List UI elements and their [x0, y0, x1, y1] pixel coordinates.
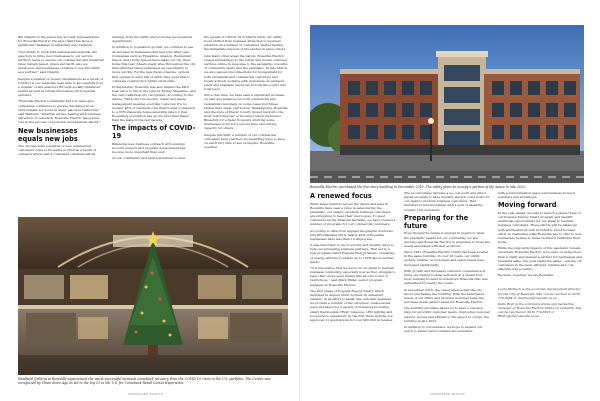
paragraph: As our community and nation mobilized to slow [112, 156, 186, 161]
mall-photo [18, 217, 288, 375]
left-column-2 [112, 35, 196, 215]
building-photo [310, 25, 584, 183]
paragraph: Even though the future is unclear in regard to what the pandemic means for our community, we are growing and Roseville Electric is preparing to meet the needs associated with that evolution. [404, 231, 490, 248]
author-bio: Delia Bryn is the communications and marketing manager at Roseville Electric Utility on LinkedIn. She can be reached at (916) 774-5625 or RVProject@roseville.ca.us. [498, 302, 582, 319]
paragraph: Despite this shift, a number of our commercial customers have reached out regarding ways to save on electricity bills to see us inspire, Roseville, together. [204, 132, 285, 150]
paragraph: the spread of COVID-19 in March 2020, our utility focus shifted from business attraction to business retention as a number of customers started feeling the immediate impacts of the shelter in place orders. [204, 35, 287, 52]
paragraph: In the year ahead, we plan to launch a phase three of our Pospera Energy Smart program and identify additional opportunities for our small to medium business customers. These efforts will be balanced with anticipated growth in industry and a focused effort on marketing what Roseville has to offer to new businesses looking to make Northern California their home. [498, 210, 582, 244]
paragraph: The building purchase allows us to have a one-stop shop for all utility customer needs, improving customer service, access and efficiency. We expect to occupy the building in late 2022. [404, 306, 490, 323]
right-column-3 [498, 191, 584, 376]
footer-label: SPONSORED PROFILE [128, 392, 164, 396]
paragraph: Since that time, we have seen a significant increase on past due balances for both commercial and residential customers, in some cases four times higher than usual. Just before Thanksgiving, Roseville and the state of Placer County moved back into the most restrictive tier of Governor Gavin Newsom's Blueprint for a Safer Economy, shutting some businesses down for a second time and cutting capacity for others. [204, 93, 288, 131]
paragraph: In December 2019, the owner approached the city about purchasing the building. With the anticipated needs of our utility and growing customer base, the purchase made perfect sense for Roseville Electric. [404, 287, 485, 304]
right-column-1 [310, 191, 396, 376]
mall-photo-graphic [18, 217, 288, 375]
paragraph: "Our ability to work with national and regional site selectors to bring new businesses to our service territory helps to ensure our commercial and industrial rates remain based, green and tariff, also we developed, and businesses continue to see the utility as a partner," said Chaplin. [18, 49, 104, 75]
paragraph: Because, together, we are Roseville. [498, 273, 555, 278]
page-gutter [299, 0, 300, 401]
footer-label: SPONSORED PROFILE [430, 392, 466, 396]
paragraph: with a demonstration space and business-focused webinars and workshops. [498, 191, 575, 200]
photo-caption: Roseville Electric purchased the five-story building in December 2019. The utility plans to occupy a portion of the space in late 2022. [310, 185, 527, 189]
left-column-3 [204, 35, 288, 215]
author-bio: Laura Mattuch is the economic development director for the City of Roseville. She can be reached at (916) 774-5264 or lmattuch@roseville.ca.us. [498, 287, 581, 300]
paragraph: Like many other areas the nation, Roseville Electric closed all buildings to the public and moved customer services online in response to the escalating concerns of community safety and the pandemic. In late March, we also paused disconnections for nonpayment for both residential and commercial customers and began actively working with customers on payment plans and available resources at both the county and local level. [204, 53, 288, 91]
paragraph: The second phase includes a no-cost audit and direct install program to have monthly electric costs down for our small to medium business customers. That launched in mid-November with a goal of assisting roughly 100 customers. [404, 191, 490, 212]
paragraph: Bill Chaplin is the senior key account representative for Roseville Electric. He says California faces a significant challenge in attracting new business. [18, 35, 100, 48]
building-photo-graphic [310, 25, 584, 183]
paragraph: In addition to convenience, we hope to expand our reach to better serve commercial customers [404, 324, 483, 334]
section-heading: New businesses equals new jobs [18, 126, 78, 143]
paragraph: The city has seen a number of new commercial customers come to Roseville in 2020 as a result of outreach efforts and a consistent communications [18, 144, 96, 157]
paragraph: "Roseville Electric's reliability and low rates give companies confidence to pursue innovation in an environment not found in many places in California," said Mattuch. "Whether we are dealing with business attraction or retention, Roseville Electric plays a key role in the success of economic development efforts." [18, 99, 101, 125]
paragraph: While the long-term impacts of this pandemic remain uncertain, Roseville Electric is focused on being more than a utility and instead a partner for businesses and residents alike. Our goal starts the same – serving our customers in the most efficient, reliable and cost-effective way possible. [498, 246, 583, 272]
paragraph: Since 1997, Roseville Electric Utility has been located in the same building. In over 20 years, our utility system, number of customers and space needs have increased significantly. [404, 250, 488, 267]
paragraph: With growth and increased customer convenience in mind, we started looking seriously at a vacant four-story building located in downtown Roseville that was earmarked for nearly five years. [404, 268, 488, 286]
paragraph: The first phase of Pospera Energy Smart, which launched in August 2020, focused on enhanced rebates. In an effort to assist this customer segment, we provide a number of the outcomes, rebate levels were increased for a variety of measures including smart thermostats, HVAC tune-ups, LED lighting and food-service equipment. In the first three months, we approved 21 applications for over $82,000 in rebates. [310, 288, 394, 322]
paragraph: Despite a number of recent cancellations as a result of COVID-19, our team has been able to successfully host a number of site selectors through socially-distanced events as well as virtual discussions with regional partners. [18, 76, 103, 98]
paragraph: It was important to dig in quickly and identify ways to help our struggling business partners. That led to a new program called Pospera Energy Smart, consisting of energy efficiency rebates up to 100% above normal levels. [310, 243, 395, 264]
paragraph: "It is imperative that we focus on our small to medium business community, especially now as they struggle to keep their doors open during this second round of restrictions," said Mark Miller, senior program manager at Roseville Electric. [310, 265, 396, 287]
section-heading: The impacts of COVID-19 [112, 124, 196, 141]
right-column-2 [404, 191, 490, 376]
section-heading: Preparing for the future [404, 213, 469, 230]
paragraph: While large retailers across the nation and here in Roseville have seen a jump in sales during the pandemic, our small to medium business customers are struggling to keep their doors open. To meet customers facing financial hardship, we have created a number of programs for our commercial customers. [310, 201, 396, 227]
paragraph: In September, Roseville was also ranked the 49th best place to live in the USA by Money Magazine, and the only California city recognized. According to the article, "With city-run electric, water and waste management keeping everyday costs low, it's no wonder 43% of residents own their homes (compared to a 35% statewide homeownership rate) or that Roseville's population has grown five times faster than the state in the last decade." [112, 84, 196, 123]
left-column-1 [18, 35, 104, 215]
section-heading: Moving forward [498, 201, 557, 210]
paragraph: In addition to population growth, we continue to see an increase in businesses and new jobs after year. Companies such as Fresenius, Amazon, Restaurant Depot, and Living Spaces have made our city their home this year. Sheetz ready sites throughout the city have afforded these businesses an opportunity to move quickly. For the new fiscal schedule, options that opened in early fall of 2020, they were able to complete construction within six months. [112, 45, 196, 83]
photo-caption: Westfield Galleria at Roseville experienced the worst successful business comeback recovery from the COVID-19 crisis in the U.S. portfolio. The Center was recognized by Chain Store Age as #6 in the top 15 in the U.S. for Comeback Retail Center Experience. [18, 377, 271, 386]
paragraph: Balancing new business outreach with existing account support and program development has become more important than ever. [112, 141, 186, 155]
section-heading: A renewed focus [310, 192, 372, 200]
paragraph: According to data from Applied Geographic Solutions and GIS Planning 2019, nearly 40% of Roseville businesses have less than 10 employees. [310, 228, 393, 241]
paragraph: strategy from the utility and economic development departments. [112, 35, 193, 44]
